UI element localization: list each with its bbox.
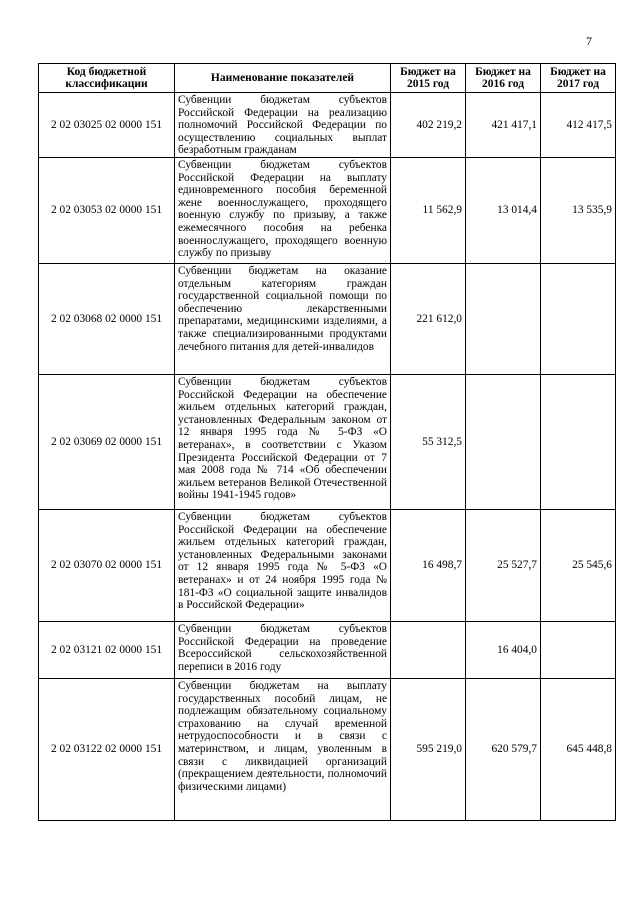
- row-name: Субвенции бюджетам на выплату государственных пособий лицам, не подлежащим обязательному социальному страхованию на случай временной нетрудоспособности и в связи с материнством, и лицам, уволенным в связи с ликвидацией организаций (прекращением деятельности, полномочий физическими лицами): [175, 678, 391, 820]
- table-row: [39, 93, 616, 158]
- table-row: [39, 263, 616, 374]
- table-header-row: [39, 64, 616, 93]
- row-budget-2015: [391, 621, 466, 678]
- row-code: 2 02 03070 02 0000 151: [39, 509, 175, 621]
- row-budget-2017: 25 545,6: [541, 509, 616, 621]
- row-budget-2016: 620 579,7: [466, 678, 541, 820]
- row-budget-2017: [541, 621, 616, 678]
- row-budget-2015: 16 498,7: [391, 509, 466, 621]
- row-budget-2015: 402 219,2: [391, 93, 466, 158]
- header-budget-2015: Бюджет на 2015 год: [391, 64, 466, 93]
- row-budget-2015: 221 612,0: [391, 263, 466, 374]
- row-budget-2017: 412 417,5: [541, 93, 616, 158]
- row-budget-2016: 16 404,0: [466, 621, 541, 678]
- row-budget-2017: 13 535,9: [541, 157, 616, 263]
- table-row: [39, 621, 616, 678]
- row-budget-2017: [541, 374, 616, 509]
- row-budget-2016: 421 417,1: [466, 93, 541, 158]
- header-code: Код бюджетной классификации: [39, 64, 175, 93]
- row-budget-2016: [466, 263, 541, 374]
- table-row: [39, 374, 616, 509]
- row-budget-2016: [466, 374, 541, 509]
- row-budget-2015: 55 312,5: [391, 374, 466, 509]
- row-budget-2015: 11 562,9: [391, 157, 466, 263]
- row-name: Субвенции бюджетам субъектов Российской Федерации на обеспечение жильем отдельных категорий граждан, установленных Федеральным законом от 12 января 1995 года № 5-ФЗ «О ветеранах», в соответствии с Указом Президента Российской Федерации от 7 мая 2008 года № 714 «Об обеспечении жильем ветеранов Великой Отечественной войны 1941-1945 годов»: [175, 374, 391, 509]
- row-name: Субвенции бюджетам субъектов Российской Федерации на обеспечение жильем отдельных категорий граждан, установленных Федеральными законами от 12 января 1995 года № 5-ФЗ «О ветеранах» и от 24 ноября 1995 года № 181-ФЗ «О социальной защите инвалидов в Российской Федерации»: [175, 509, 391, 621]
- row-budget-2016: 13 014,4: [466, 157, 541, 263]
- row-name: Субвенции бюджетам субъектов Российской Федерации на проведение Всероссийской сельскохозяйственной переписи в 2016 году: [175, 621, 391, 678]
- row-budget-2017: [541, 263, 616, 374]
- row-code: 2 02 03122 02 0000 151: [39, 678, 175, 820]
- row-budget-2016: 25 527,7: [466, 509, 541, 621]
- row-budget-2017: 645 448,8: [541, 678, 616, 820]
- row-name: Субвенции бюджетам субъектов Российской Федерации на выплату единовременного пособия беременной жене военнослужащего, проходящего военную службу по призыву, а также ежемесячного пособия на ребенка военнослужащего, проходящего военную службу по призыву: [175, 157, 391, 263]
- table-row: [39, 509, 616, 621]
- header-budget-2016: Бюджет на 2016 год: [466, 64, 541, 93]
- header-name: Наименование показателей: [175, 64, 391, 93]
- table-row: [39, 157, 616, 263]
- row-code: 2 02 03053 02 0000 151: [39, 157, 175, 263]
- header-budget-2017: Бюджет на 2017 год: [541, 64, 616, 93]
- row-code: 2 02 03069 02 0000 151: [39, 374, 175, 509]
- row-code: 2 02 03068 02 0000 151: [39, 263, 175, 374]
- table-row: [39, 678, 616, 820]
- row-name: Субвенции бюджетам на оказание отдельным категориям граждан государственной социальной помощи по обеспечению лекарственными препаратами, медицинскими изделиями, а также специализированными продуктами лечебного питания для детей-инвалидов: [175, 263, 391, 374]
- row-code: 2 02 03025 02 0000 151: [39, 93, 175, 158]
- page-number: 7: [586, 34, 592, 48]
- row-code: 2 02 03121 02 0000 151: [39, 621, 175, 678]
- budget-table: [38, 63, 616, 821]
- row-name: Субвенции бюджетам субъектов Российской Федерации на реализацию полномочий Российской Федерации по осуществлению социальных выплат безработным гражданам: [175, 93, 391, 158]
- row-budget-2015: 595 219,0: [391, 678, 466, 820]
